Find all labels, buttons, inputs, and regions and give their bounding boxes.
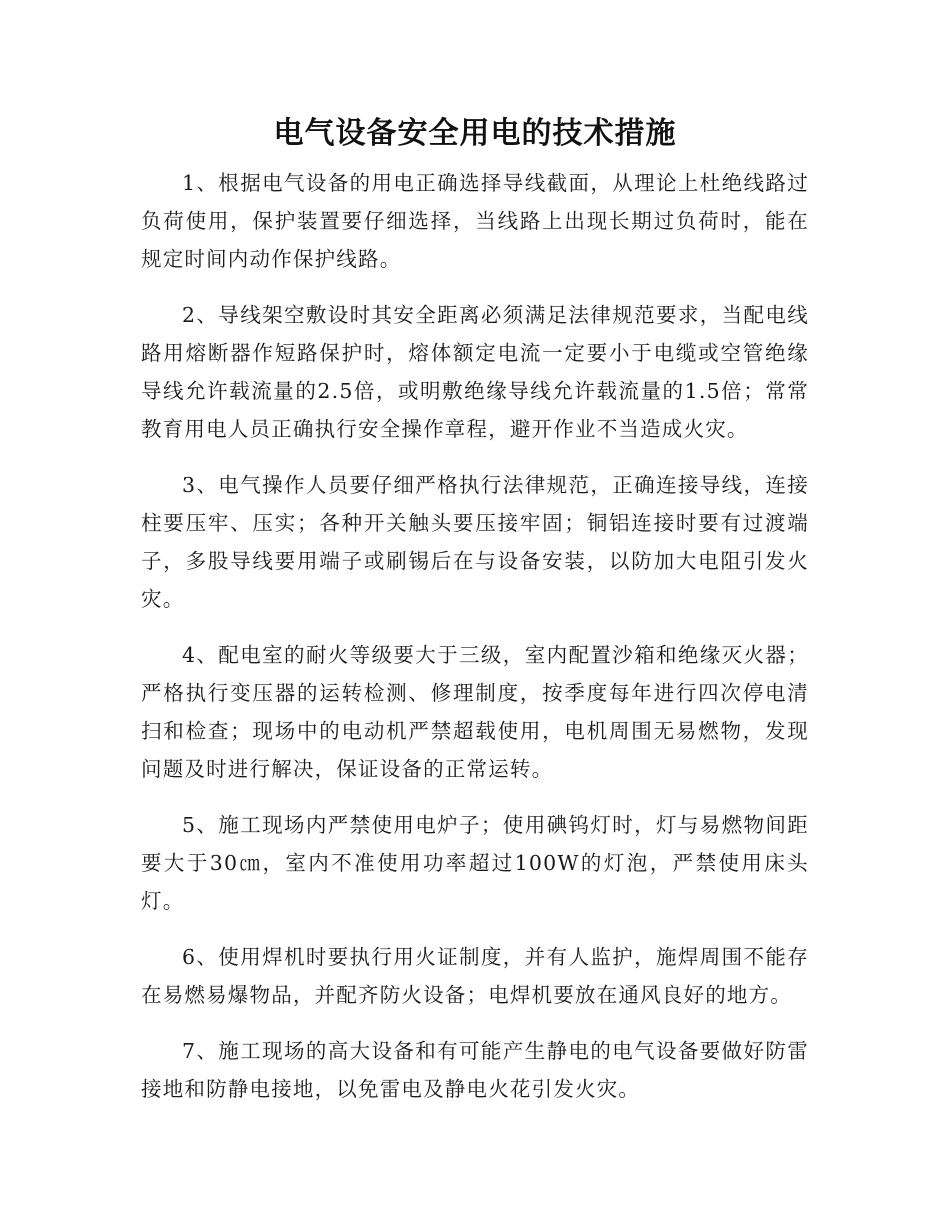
paragraph-1: 1、根据电气设备的用电正确选择导线截面，从理论上杜绝线路过负荷使用，保护装置要仔细选择，当线路上出现长期过负荷时，能在规定时间内动作保护线路。 xyxy=(141,171,809,271)
paragraph-5: 5、施工现场内严禁使用电炉子；使用碘钨灯时，灯与易燃物间距要大于30㎝，室内不准使用功率超过100W的灯泡，严禁使用床头灯。 xyxy=(141,813,809,913)
paragraph-2: 2、导线架空敷设时其安全距离必须满足法律规范要求，当配电线路用熔断器作短路保护时，熔体额定电流一定要小于电缆或空管绝缘导线允许载流量的2.5倍，或明敷绝缘导线允许载流量的1.5倍；常常教育用电人员正确执行安全操作章程，避开作业不当造成火灾。 xyxy=(141,303,809,441)
paragraph-6: 6、使用焊机时要执行用火证制度，并有人监护，施焊周围不能存在易燃易爆物品，并配齐防火设备；电焊机要放在通风良好的地方。 xyxy=(141,945,809,1007)
document-title: 电气设备安全用电的技术措施 xyxy=(273,116,677,151)
paragraph-3: 3、电气操作人员要仔细严格执行法律规范，正确连接导线，连接柱要压牢、压实；各种开关触头要压接牢固；铜铝连接时要有过渡端子，多股导线要用端子或刷锡后在与设备安装，以防加大电阻引发火灾。 xyxy=(141,473,809,611)
paragraph-7: 7、施工现场的高大设备和有可能产生静电的电气设备要做好防雷接地和防静电接地，以免雷电及静电火花引发火灾。 xyxy=(141,1039,809,1101)
document-body xyxy=(141,164,809,1126)
paragraph-4: 4、配电室的耐火等级要大于三级，室内配置沙箱和绝缘灭火器；严格执行变压器的运转检测、修理制度，按季度每年进行四次停电清扫和检查；现场中的电动机严禁超载使用，电机周围无易燃物，发现问题及时进行解决，保证设备的正常运转。 xyxy=(141,643,809,781)
